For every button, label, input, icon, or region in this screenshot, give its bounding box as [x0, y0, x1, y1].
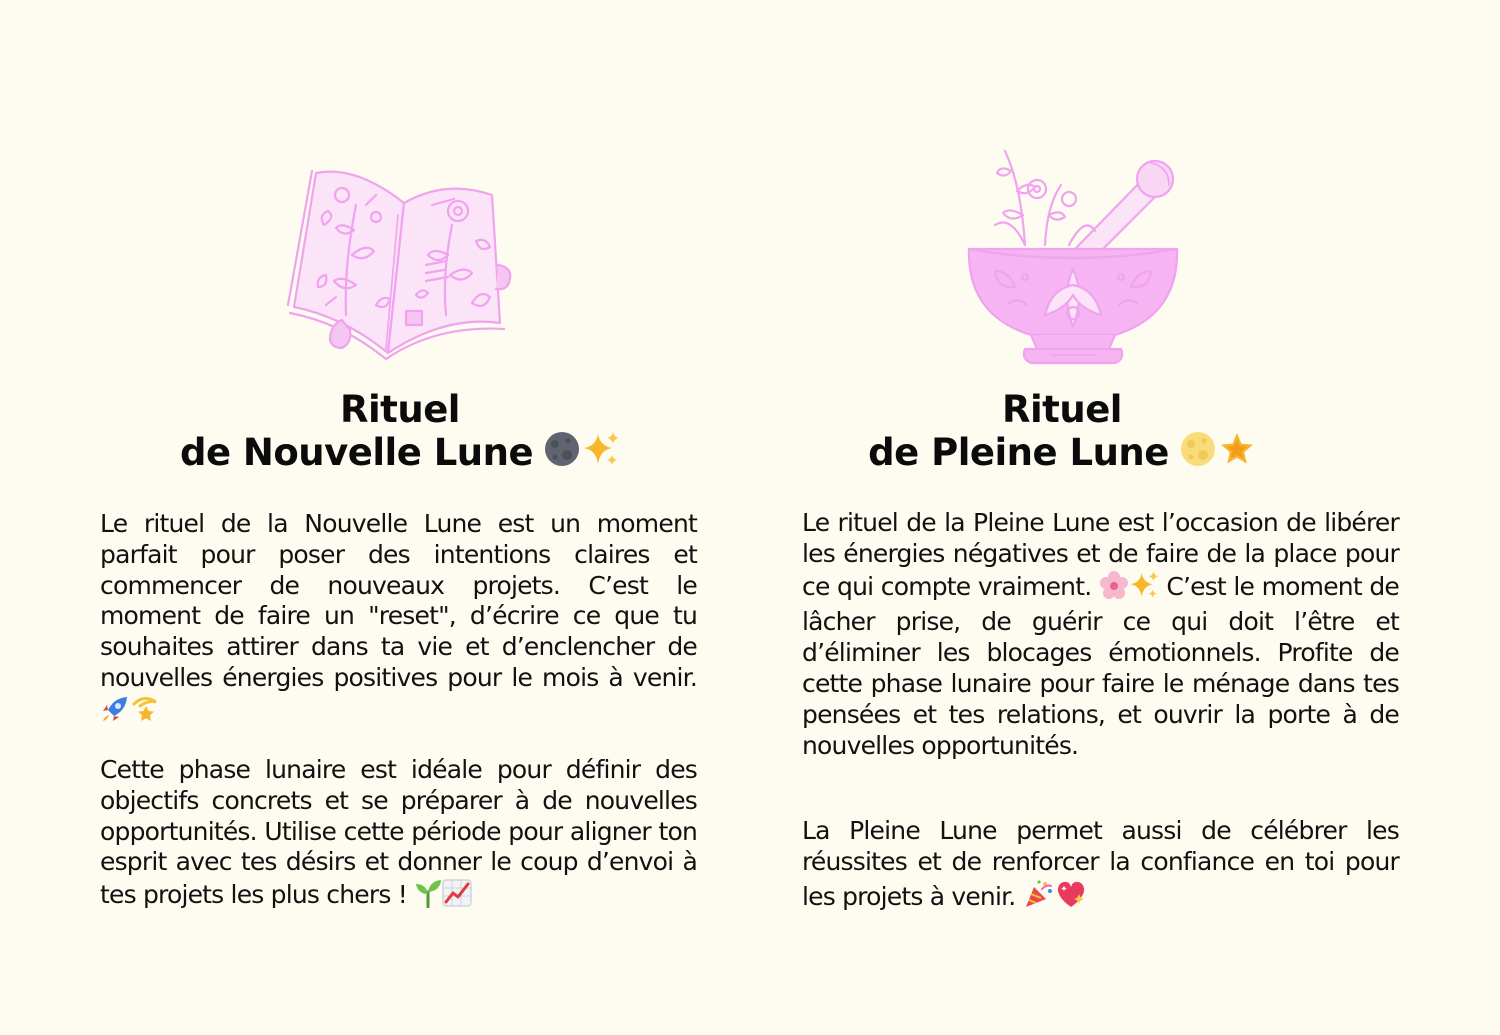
- chart-increasing-icon: [442, 878, 472, 908]
- full-moon-title: [762, 390, 1362, 473]
- new-moon-section: [100, 0, 700, 1035]
- paragraph-1-emojis: [100, 694, 160, 732]
- full-moon-paragraph-2: [802, 816, 1399, 917]
- paragraph-2-emojis: [1023, 878, 1087, 918]
- paragraph-2-emojis: [414, 878, 472, 916]
- cherry-blossom-icon: [1099, 570, 1129, 600]
- paragraph-2-text: La Pleine Lune permet aussi de célébrer les réussites et de renforcer la confiance en toi pour les projets à venir.: [802, 816, 1399, 911]
- glowing-star-icon: [1218, 430, 1256, 468]
- full-moon-section: [802, 0, 1402, 1035]
- title-line-2: [100, 430, 700, 473]
- paragraph-1-emojis: [1099, 570, 1159, 608]
- new-moon-paragraph-2: [100, 755, 697, 916]
- full-moon-icon: [1179, 430, 1217, 468]
- new-moon-icon: [543, 430, 581, 468]
- sparkles-icon: [582, 430, 620, 468]
- title-line-2-text: de Nouvelle Lune: [179, 431, 534, 474]
- title-line-2: [762, 430, 1362, 473]
- party-popper-icon: [1023, 878, 1055, 910]
- mortar-and-pestle-icon: [965, 145, 1181, 370]
- new-moon-title: [100, 390, 700, 473]
- title-line-1: Rituel: [1002, 388, 1122, 431]
- new-moon-paragraph-1: [100, 509, 697, 732]
- title-line-1: Rituel: [340, 388, 460, 431]
- title-emojis: [543, 430, 620, 468]
- open-herb-book-icon: [286, 165, 512, 360]
- paragraph-2-text: Cette phase lunaire est idéale pour définir des objectifs concrets et se préparer à de nouvelles opportunités. Utilise cette période pour aligner ton esprit avec tes désirs et donner le coup d’envoi à tes projets les plus chers !: [100, 755, 697, 910]
- paragraph-1-text-a: Le rituel de la Pleine Lune est l’occasion de libérer les énergies négatives et de faire de la place pour ce qui compte vraiment.: [802, 508, 1399, 601]
- title-line-2-text: de Pleine Lune: [868, 431, 1169, 474]
- sparkles-icon: [1129, 570, 1159, 600]
- dizzy-star-icon: [130, 694, 160, 724]
- paragraph-1-text-b: C’est le moment de lâcher prise, de guérir ce qui doit l’être et d’éliminer les blocages émotionnels. Profite de cette phase lunaire pour faire le ménage dans tes pensées et tes relations, et ouvrir la porte à de nouvelles opportunités.: [802, 571, 1399, 760]
- seedling-icon: [414, 878, 442, 908]
- paragraph-1-text: Le rituel de la Nouvelle Lune est un moment parfait pour poser des intentions claires et commencer de nouveaux projets. C’est le moment de faire un "reset", d’écrire ce que tu souhaites attirer dans ta vie et d’enclencher de nouvelles énergies positives pour le mois à venir.: [100, 509, 697, 692]
- full-moon-paragraph-1: [802, 508, 1399, 761]
- sparkling-heart-icon: [1055, 878, 1087, 910]
- rocket-icon: [100, 694, 130, 724]
- title-emojis: [1179, 430, 1256, 468]
